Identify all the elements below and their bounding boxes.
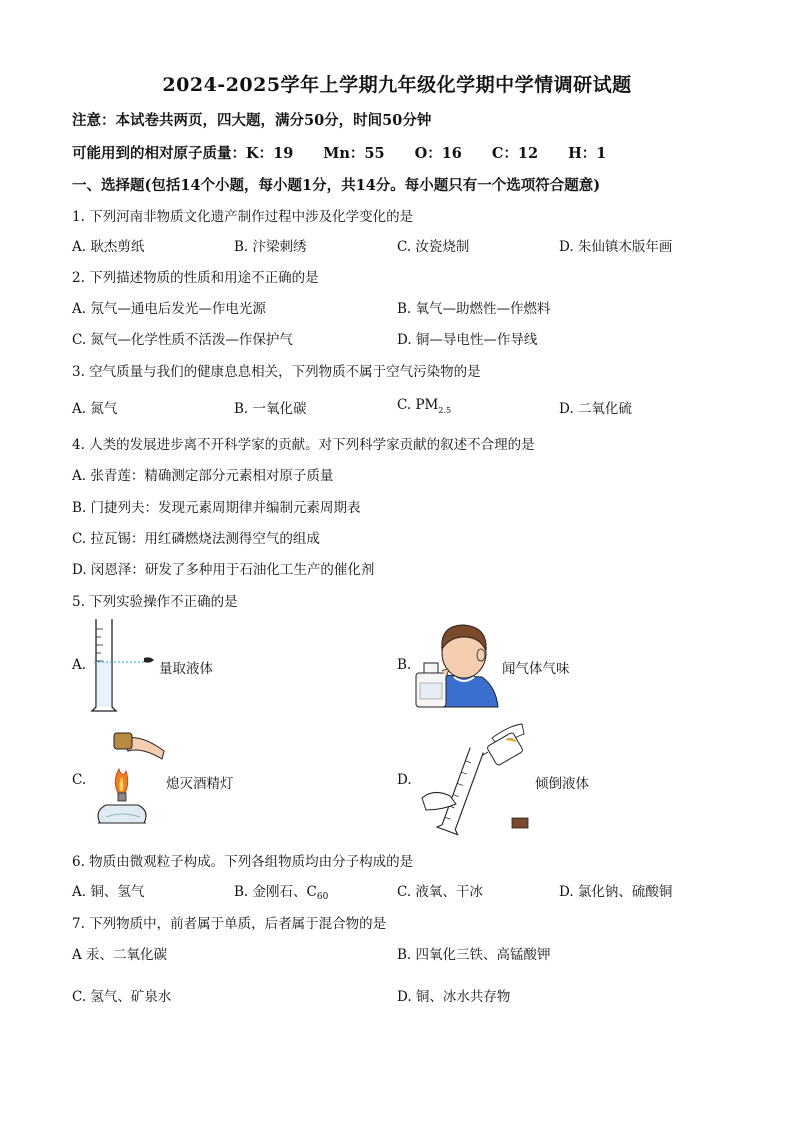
question-4-stem: 4. 人类的发展进步离不开科学家的贡献。对下列科学家贡献的叙述不合理的是 [72, 437, 535, 453]
q7-option-c: C. 氢气、矿泉水 [72, 989, 172, 1005]
question-2-options-2 [72, 328, 732, 348]
q6-option-b-text: B. 金刚石、C [234, 884, 317, 900]
q7-option-d: D. 铜、冰水共存物 [397, 989, 511, 1005]
graduated-cylinder-figure [86, 615, 166, 715]
q5-letter-a: A. [72, 657, 87, 673]
q3-option-d: D. 二氧化硫 [559, 401, 632, 417]
question-7-options-1 [72, 943, 732, 963]
q1-option-b: B. 汴梁刺绣 [234, 239, 307, 255]
q3-option-c [397, 397, 451, 415]
q4-option-b: B. 门捷列夫：发现元素周期律并编制元素周期表 [72, 500, 361, 516]
q6-option-d: D. 氯化钠、硫酸铜 [559, 884, 673, 900]
question-6-stem: 6. 物质由微观粒子构成。下列各组物质均由分子构成的是 [72, 854, 414, 870]
mass-k: K：19 [246, 145, 294, 162]
atomic-masses-label: 可能用到的相对原子质量： [72, 145, 246, 162]
mass-h: H：1 [568, 145, 607, 162]
pouring-liquid-figure [416, 718, 536, 838]
q5-caption-b: 闻气体气味 [502, 661, 570, 677]
q5-letter-b: B. [397, 657, 412, 673]
q7-option-b: B. 四氧化三铁、高锰酸钾 [397, 947, 551, 963]
page-title: 2024-2025学年上学期九年级化学期中学情调研试题 [162, 74, 632, 96]
atomic-masses [72, 142, 606, 163]
q2-option-d: D. 铜—导电性—作导线 [397, 332, 538, 348]
question-7-options-2 [72, 985, 732, 1005]
section-heading: 一、选择题(包括14个小题，每小题1分，共14分。每小题只有一个选项符合题意) [72, 177, 601, 194]
pm-main: PM [415, 397, 439, 413]
q3-option-a: A. 氮气 [72, 401, 118, 417]
question-1-options [72, 235, 732, 255]
mass-c: C：12 [491, 145, 539, 162]
q5-caption-d: 倾倒液体 [535, 776, 589, 792]
q7-option-a: A 汞、二氧化碳 [72, 947, 168, 963]
q1-option-d: D. 朱仙镇木版年画 [559, 239, 673, 255]
q4-option-d: D. 闵恩泽：研发了多种用于石油化工生产的催化剂 [72, 562, 375, 578]
q1-option-a: A. 耿杰剪纸 [72, 239, 145, 255]
q5-caption-c: 熄灭酒精灯 [166, 776, 234, 792]
smelling-gas-figure [412, 615, 502, 710]
alcohol-lamp-figure [88, 725, 173, 835]
q6-option-a: A. 铜、氢气 [72, 884, 145, 900]
q5-letter-d: D. [397, 772, 412, 788]
q2-option-a: A. 氖气—通电后发光—作电光源 [72, 301, 266, 317]
q2-option-c: C. 氮气—化学性质不活泼—作保护气 [72, 332, 293, 348]
notice: 注意：本试卷共两页，四大题，满分50分，时间50分钟 [72, 112, 432, 129]
mass-o: O：16 [414, 145, 462, 162]
question-7-stem: 7. 下列物质中，前者属于单质，后者属于混合物的是 [72, 916, 387, 932]
question-6-options [72, 880, 732, 900]
q5-caption-a: 量取液体 [159, 661, 213, 677]
q3-option-c-letter: C. [397, 397, 416, 413]
question-3-stem: 3. 空气质量与我们的健康息息相关，下列物质不属于空气污染物的是 [72, 364, 481, 380]
q3-option-b: B. 一氧化碳 [234, 401, 307, 417]
question-2-options-1 [72, 297, 732, 317]
c60-subscript: 60 [316, 892, 329, 902]
q6-option-b [234, 880, 328, 902]
q2-option-b: B. 氧气—助燃性—作燃料 [397, 301, 551, 317]
q6-option-c: C. 液氧、干冰 [397, 884, 483, 900]
question-5-stem: 5. 下列实验操作不正确的是 [72, 594, 238, 610]
question-1-stem: 1. 下列河南非物质文化遗产制作过程中涉及化学变化的是 [72, 209, 414, 225]
question-3-options [72, 397, 732, 417]
mass-mn: Mn：55 [323, 145, 385, 162]
pm-subscript: 2.5 [438, 406, 452, 415]
question-2-stem: 2. 下列描述物质的性质和用途不正确的是 [72, 270, 319, 286]
q4-option-c: C. 拉瓦锡：用红磷燃烧法测得空气的组成 [72, 531, 320, 547]
q5-letter-c: C. [72, 772, 87, 788]
q4-option-a: A. 张青莲：精确测定部分元素相对原子质量 [72, 468, 334, 484]
q1-option-c: C. 汝瓷烧制 [397, 239, 470, 255]
